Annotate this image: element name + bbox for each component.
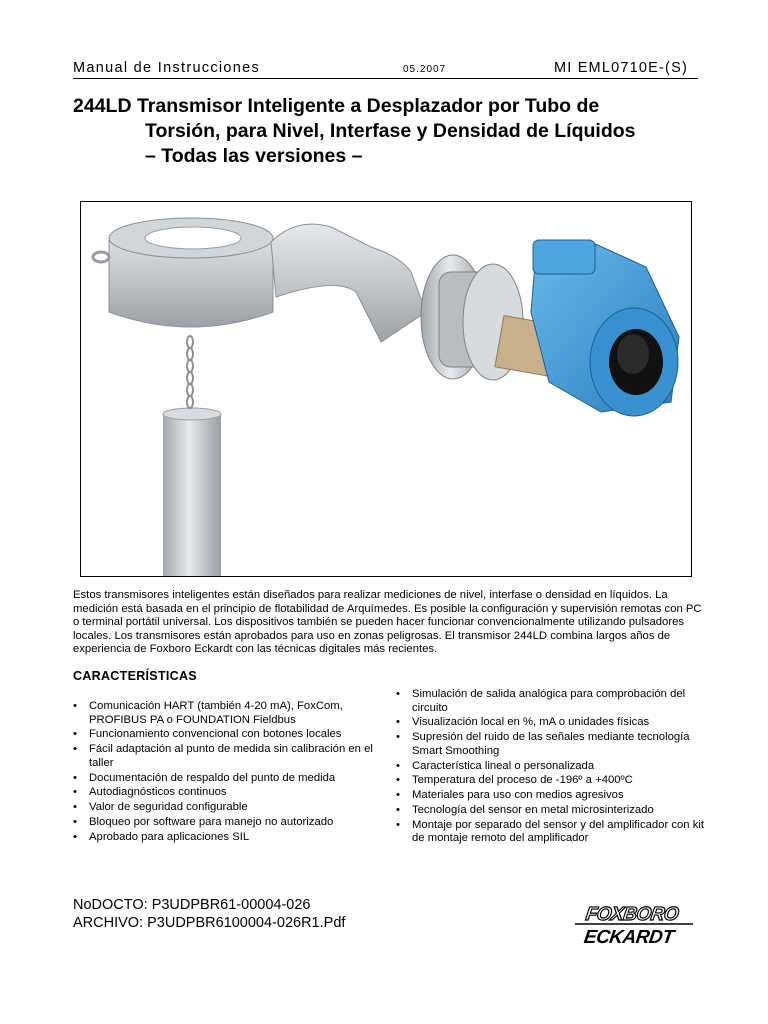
list-item: • Visualización local en %, mA o unidades físicas — [396, 716, 706, 730]
list-item: • Montaje por separado del sensor y del amplificador con kit de montaje remoto del amplificador — [396, 819, 706, 846]
transmitter-illustration — [81, 202, 691, 576]
list-item: • Comunicación HART (también 4-20 mA), FoxCom, PROFIBUS PA o FOUNDATION Fieldbus — [73, 700, 378, 727]
ring-bore — [145, 227, 241, 249]
displacer-body — [163, 414, 221, 576]
document-file: ARCHIVO: P3UDPBR6100004-026R1.Pdf — [73, 915, 346, 931]
document-info — [73, 896, 345, 932]
list-item: • Materiales para uso con medios agresivos — [396, 789, 706, 803]
intro-paragraph: Estos transmisores inteligentes están diseñados para realizar mediciones de nivel, interfase o densidad en líquidos. La medición está basada en el principio de flotabilidad de Arquímedes. Es posible la configuración y supervisión remotas con PC o terminal portátil universal. Los dispositivos también se pueden hacer funcionar convencionalmente utilizando pulsadores locales. Los transmisores están aprobados para uso en zonas peligrosas. El transmisor 244LD combina largos años de experiencia de Foxboro Eckardt con las técnicas digitales más recientes. — [73, 589, 702, 656]
torsion-arm — [271, 224, 426, 342]
features-heading: CARACTERÍSTICAS — [73, 669, 197, 683]
housing-cap-top — [533, 240, 595, 274]
list-item: • Característica lineal o personalizada — [396, 760, 706, 774]
list-item: • Tecnología del sensor en metal microsinterizado — [396, 804, 706, 818]
features-list-right — [396, 688, 706, 847]
logo-line-1: FOXBORO — [584, 904, 680, 925]
list-item: • Supresión del ruido de las señales mediante tecnología Smart Smoothing — [396, 731, 706, 758]
page-title — [73, 94, 723, 169]
list-item: • Valor de seguridad configurable — [73, 801, 378, 815]
header-date: 05.2007 — [403, 64, 447, 75]
lifting-eye — [93, 252, 109, 262]
list-item: • Fácil adaptación al punto de medida sin calibración en el taller — [73, 743, 378, 770]
document-number: NoDOCTO: P3UDPBR61-00004-026 — [73, 897, 311, 913]
chain — [187, 336, 193, 408]
foxboro-eckardt-logo — [573, 900, 695, 948]
features-list-left — [73, 700, 378, 845]
list-item: • Bloqueo por software para manejo no autorizado — [73, 816, 378, 830]
list-item: • Simulación de salida analógica para comprobación del circuito — [396, 688, 706, 715]
list-item: • Documentación de respaldo del punto de medida — [73, 772, 378, 786]
document-code: MI EML0710E-(S) — [553, 60, 688, 76]
logo-line-2: ECKARDT — [582, 927, 675, 948]
title-line-3: – Todas las versiones – — [145, 145, 363, 167]
list-item: • Aprobado para aplicaciones SIL — [73, 831, 378, 845]
title-line-2: Torsión, para Nivel, Interfase y Densidad de Líquidos — [145, 120, 636, 142]
page-header — [73, 60, 698, 79]
device-photo — [80, 201, 692, 577]
manual-label: Manual de Instrucciones — [73, 60, 261, 76]
list-item: • Temperatura del proceso de -196º a +400ºC — [396, 774, 706, 788]
displacer-top — [163, 408, 221, 420]
list-item: • Funcionamiento convencional con botones locales — [73, 728, 378, 742]
display-glass — [617, 334, 649, 374]
list-item: • Autodiagnósticos continuos — [73, 786, 378, 800]
title-line-1: 244LD Transmisor Inteligente a Desplazador por Tubo de — [73, 95, 600, 117]
